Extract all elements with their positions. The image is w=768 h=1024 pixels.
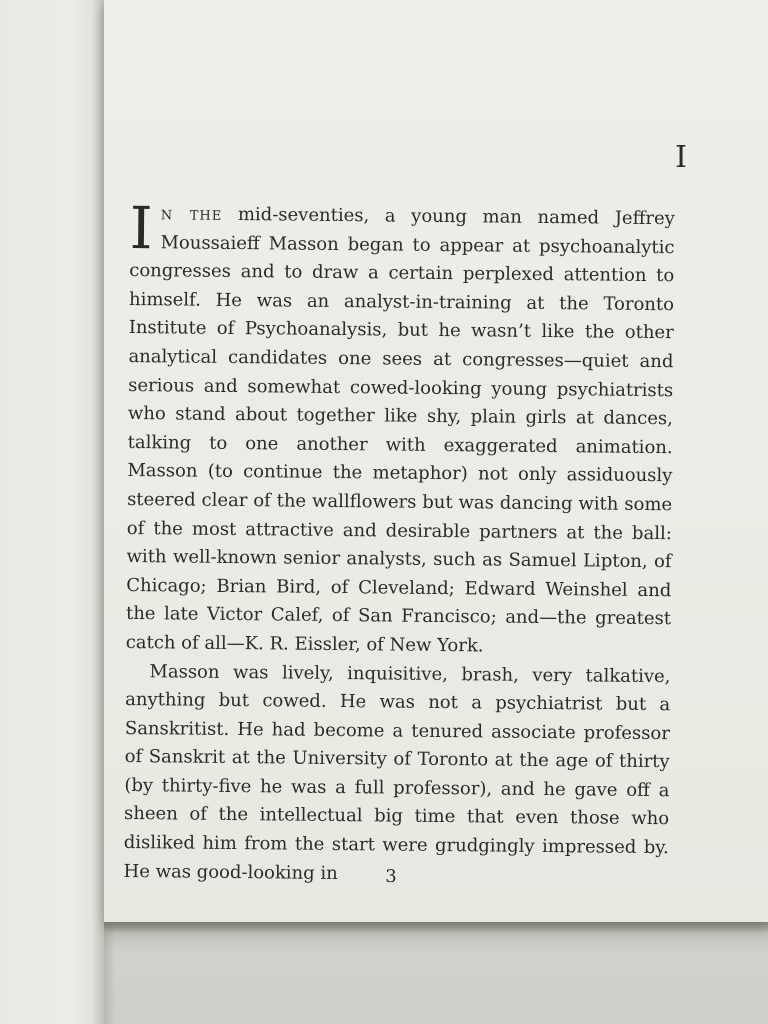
page-footer [0,866,768,887]
page-number: 3 [385,866,397,887]
body-text [123,194,675,891]
paragraph-1 [125,194,675,663]
page-shadow [104,922,768,952]
lead-in-small-caps: n the [160,203,223,225]
paragraph-2 [123,657,670,891]
paragraph-1-text: mid-seventies, a young man named Jeffrey Moussaieff Masson began to appear at psychoanalytic congresses and to draw a certain perplexed attention to himself. He was an analyst-in-training at the Toronto Institute of Psychoanalysis, but he wasn’t like the other analytical candidates one sees at congresses—quiet and serious and somewhat cowed-looking young psychiatrists who stand about together like shy, plain girls at dances, talking to one another with exaggerated animation. Masson (to continue the metaphor) not only assiduously steered clear of the wallflowers but was dancing with some of the most attractive and desirable partners at the ball: with well-known senior analysts, such as Samuel Lipton, of Chicago; Brian Bird, of Cleveland; Edward Weinshel and the late Victor Calef, of San Francisco; and—the greatest catch of all—K. R. Eissler, of New York. [125,203,675,657]
paragraph-2-text: Masson was lively, inquisitive, brash, very talkative, anything but cowed. He was not a psychiatrist but a Sanskritist. He had become a tenured associate professor of Sanskrit at the University of Toronto at the age of thirty (by thirty-five he was a full professor), and he gave off a sheen of the intellectual big time that even those who disliked him from the start were grudgingly impressed by. He was good-looking in [123,660,671,884]
drop-cap: I [129,194,153,263]
chapter-heading [0,140,768,175]
chapter-number: I [675,140,687,175]
